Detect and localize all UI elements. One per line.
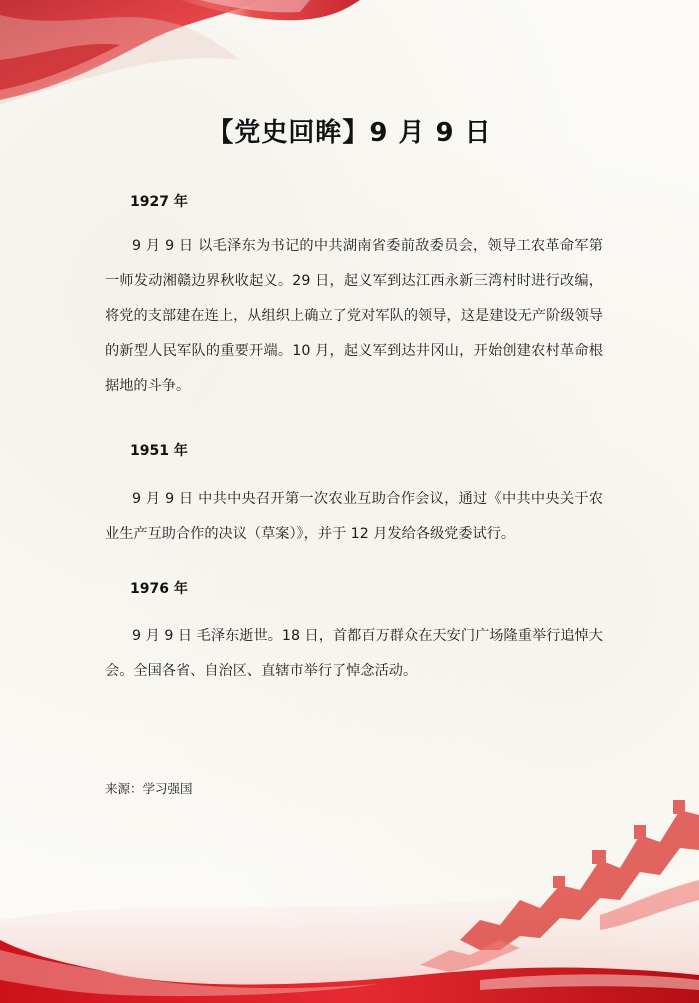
entry-paragraph-1976: 9 月 9 日 毛泽东逝世。18 日，首都百万群众在天安门广场隆重举行追悼大会。全国各省、自治区、直辖市举行了悼念活动。 xyxy=(105,628,603,679)
entry-paragraph-1927: 9 月 9 日 以毛泽东为书记的中共湖南省委前敌委员会，领导工农革命军第一师发动湘赣边界秋收起义。29 日，起义军到达江西永新三湾村时进行改编，将党的支部建在连上，从组织上确立了党对军队的领导，这是建设无产阶级领导的新型人民军队的重要开端。10 月，起义军到达井冈山，开始创建农村革命根据地的斗争。 xyxy=(105,238,603,394)
year-heading-1976: 1976 年 xyxy=(130,581,188,597)
source-credit: 来源：学习强国 xyxy=(105,781,193,796)
entry-paragraph-1951: 9 月 9 日 中共中央召开第一次农业互助合作会议，通过《中共中央关于农业生产互助合作的决议（草案）》，并于 12 月发给各级党委试行。 xyxy=(105,491,603,542)
top-red-ribbon-decoration xyxy=(0,0,699,110)
bottom-great-wall-ribbon-decoration xyxy=(0,790,699,1003)
year-heading-1951: 1951 年 xyxy=(130,443,188,459)
page-title: 【党史回眸】9 月 9 日 xyxy=(207,118,492,148)
year-heading-1927: 1927 年 xyxy=(130,194,188,210)
